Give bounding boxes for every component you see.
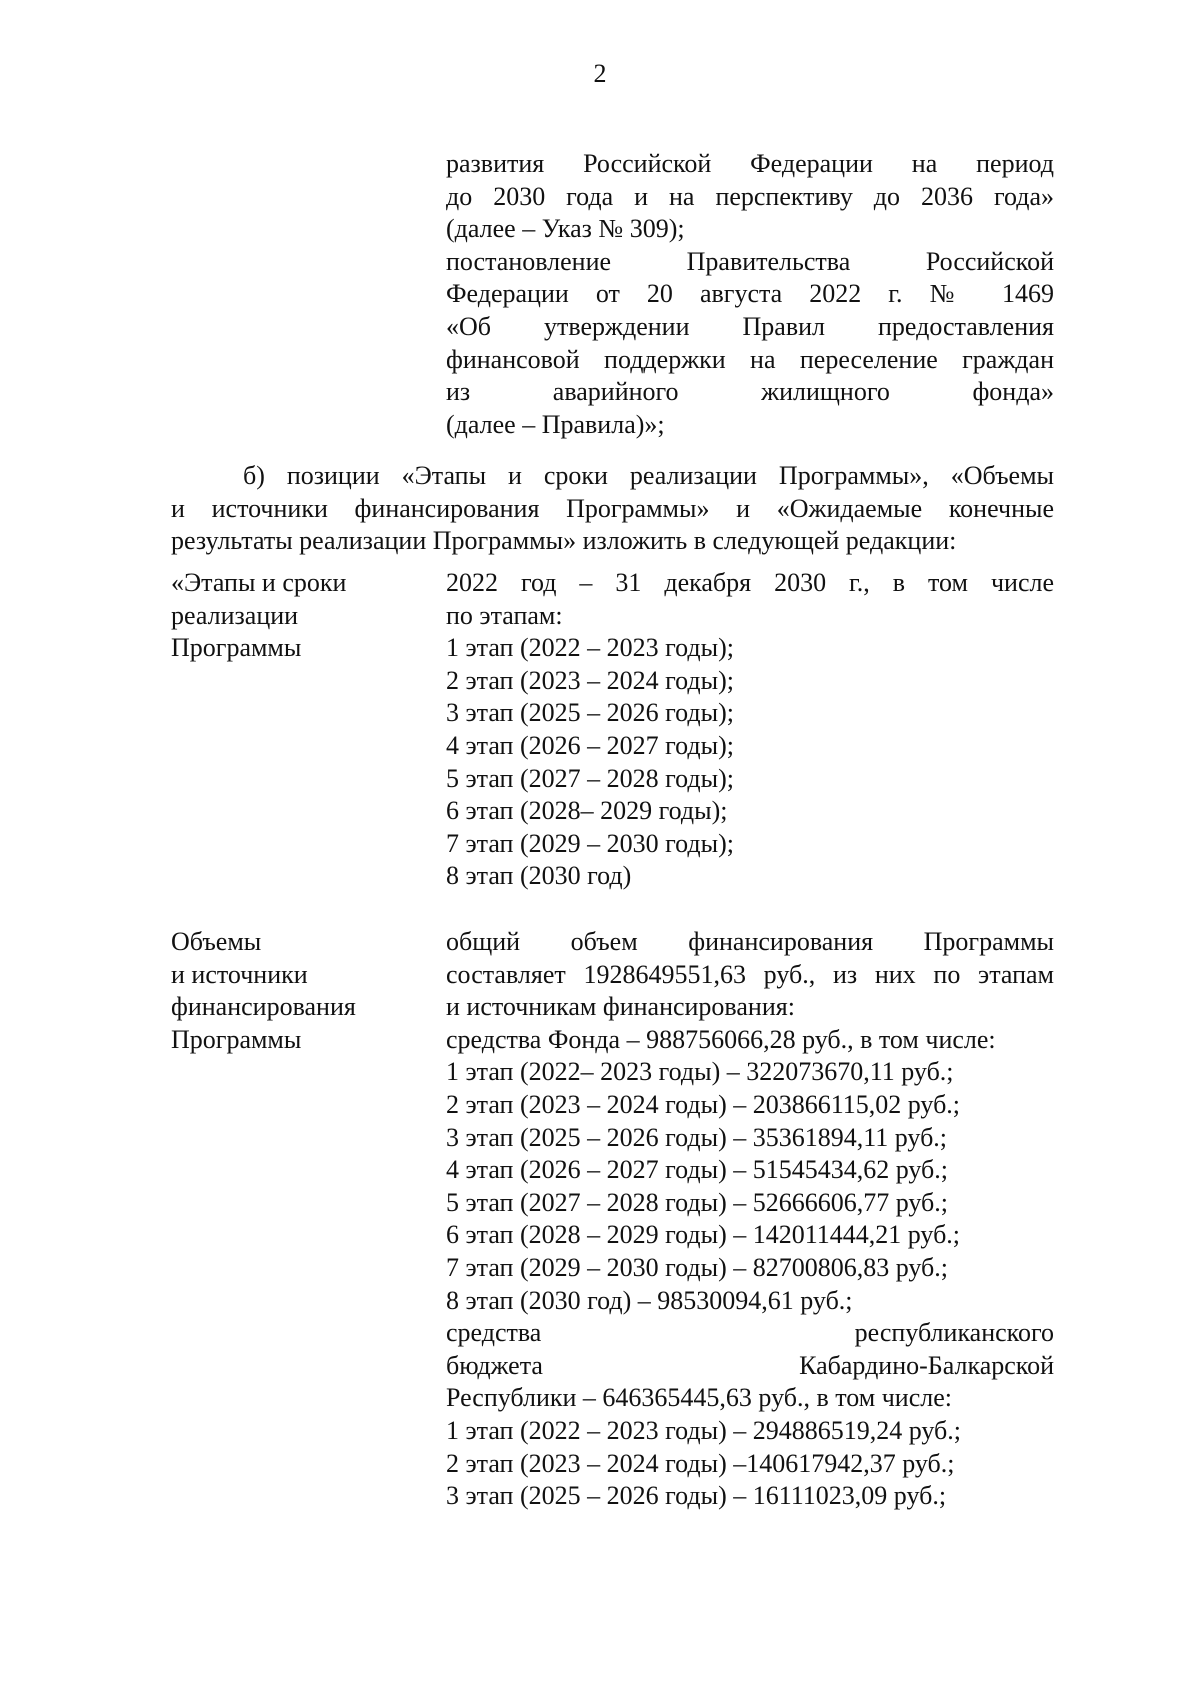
paragraph-line: и источники финансирования Программы» и «Ожидаемые конечные bbox=[171, 493, 1054, 523]
intro-line: развития Российской Федерации на период bbox=[446, 149, 1054, 178]
stages-label-line: Программы bbox=[171, 633, 302, 663]
intro-text-block bbox=[446, 148, 1054, 441]
page-number: 2 bbox=[593, 59, 607, 88]
paragraph-line: результаты реализации Программы» изложить в следующей редакции: bbox=[171, 526, 957, 556]
funding-value-line: средства республиканского bbox=[446, 1318, 1054, 1348]
intro-line: до 2030 года и на перспективу до 2036 года» bbox=[446, 181, 1054, 211]
stages-value-line: 2022 год – 31 декабря 2030 г., в том числе bbox=[446, 568, 1054, 597]
funding-value-line: Республики – 646365445,63 руб., в том числе: bbox=[446, 1383, 952, 1413]
funding-value-line: 3 этап (2025 – 2026 годы) – 16111023,09 руб.; bbox=[446, 1481, 947, 1511]
funding-value-line: 2 этап (2023 – 2024 годы) – 203866115,02 руб.; bbox=[446, 1089, 961, 1119]
stages-value-line: по этапам: bbox=[446, 600, 563, 630]
intro-line: (далее – Указ № 309); bbox=[446, 214, 685, 244]
stages-value-line: 5 этап (2027 – 2028 годы); bbox=[446, 763, 734, 793]
funding-value-line: составляет 1928649551,63 руб., из них по этапам bbox=[446, 959, 1054, 989]
funding-value-line: 8 этап (2030 год) – 98530094,61 руб.; bbox=[446, 1285, 853, 1315]
funding-value-line: 2 этап (2023 – 2024 годы) –140617942,37 руб.; bbox=[446, 1448, 955, 1478]
funding-value-line: 1 этап (2022– 2023 годы) – 322073670,11 руб.; bbox=[446, 1057, 954, 1087]
funding-value bbox=[446, 926, 1054, 1513]
intro-line: постановление Правительства Российской bbox=[446, 246, 1054, 276]
intro-line: (далее – Правила)»; bbox=[446, 409, 665, 439]
stages-label-line: «Этапы и сроки bbox=[171, 568, 347, 597]
paragraph-line: б) позиции «Этапы и сроки реализации Программы», «Объемы bbox=[243, 461, 1054, 490]
funding-label-line: финансирования bbox=[171, 992, 356, 1022]
intro-line: Федерации от 20 августа 2022 г. № 1469 bbox=[446, 279, 1054, 309]
funding-value-line: средства Фонда – 988756066,28 руб., в том числе: bbox=[446, 1024, 996, 1054]
stages-value-line: 3 этап (2025 – 2026 годы); bbox=[446, 698, 734, 728]
stages-value-line: 4 этап (2026 – 2027 годы); bbox=[446, 730, 734, 760]
stages-value-line: 1 этап (2022 – 2023 годы); bbox=[446, 633, 734, 663]
funding-label bbox=[171, 926, 411, 1056]
stages-value-line: 8 этап (2030 год) bbox=[446, 861, 632, 891]
stages-value-line: 7 этап (2029 – 2030 годы); bbox=[446, 828, 734, 858]
stages-value-line: 2 этап (2023 – 2024 годы); bbox=[446, 665, 734, 695]
intro-line: «Об утверждении Правил предоставления bbox=[446, 311, 1054, 341]
funding-value-line: 7 этап (2029 – 2030 годы) – 82700806,83 руб.; bbox=[446, 1252, 948, 1282]
funding-value-line: 4 этап (2026 – 2027 годы) – 51545434,62 руб.; bbox=[446, 1155, 948, 1185]
funding-label-line: и источники bbox=[171, 959, 308, 989]
stages-label bbox=[171, 567, 411, 665]
funding-value-line: 6 этап (2028 – 2029 годы) – 142011444,21 руб.; bbox=[446, 1220, 961, 1250]
funding-value-line: общий объем финансирования Программы bbox=[446, 927, 1054, 956]
funding-value-line: 5 этап (2027 – 2028 годы) – 52666606,77 руб.; bbox=[446, 1187, 948, 1217]
funding-value-line: 3 этап (2025 – 2026 годы) – 35361894,11 руб.; bbox=[446, 1122, 948, 1152]
funding-value-line: 1 этап (2022 – 2023 годы) – 294886519,24 руб.; bbox=[446, 1415, 961, 1445]
funding-label-line: Программы bbox=[171, 1024, 302, 1054]
funding-label-line: Объемы bbox=[171, 927, 262, 956]
intro-line: из аварийного жилищного фонда» bbox=[446, 377, 1054, 407]
amendment-paragraph bbox=[171, 460, 1054, 558]
funding-value-line: и источникам финансирования: bbox=[446, 992, 795, 1022]
stages-value bbox=[446, 567, 1054, 893]
stages-value-line: 6 этап (2028– 2029 годы); bbox=[446, 796, 728, 826]
funding-value-line: бюджета Кабардино-Балкарской bbox=[446, 1350, 1054, 1380]
intro-line: финансовой поддержки на переселение граждан bbox=[446, 344, 1054, 374]
stages-label-line: реализации bbox=[171, 600, 299, 630]
